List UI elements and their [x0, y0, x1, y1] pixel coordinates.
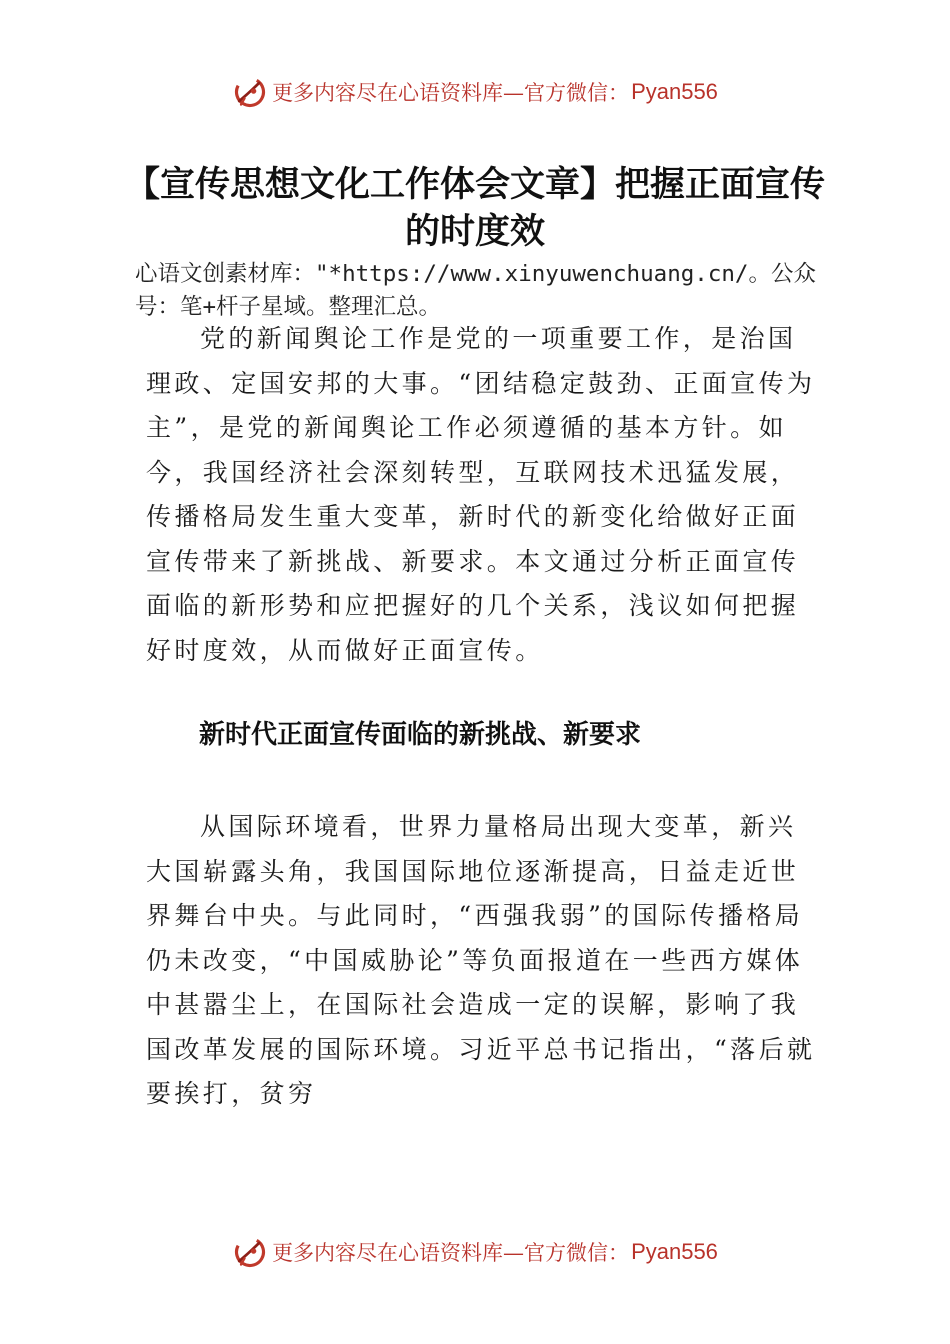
brush-swirl-logo-icon [232, 74, 268, 110]
banner-wechat-id: Pyan556 [631, 1239, 718, 1264]
body-paragraph-1: 党的新闻舆论工作是党的一项重要工作，是治国理政、定国安邦的大事。“团结稳定鼓劲、正面宣传为主”，是党的新闻舆论工作必须遵循的基本方针。如今，我国经济社会深刻转型，互联网技术迅猛发展，传播格局发生重大变革，新时代的新变化给做好正面宣传带来了新挑战、新要求。本文通过分析正面宣传面临的新形势和应把握好的几个关系，浅议如何把握好时度效，从而做好正面宣传。 [146, 324, 816, 665]
source-line: 心语文创素材库："*https://www.xinyuwenchuang.cn/。公众号：笔+杆子星域。整理汇总。 [135, 261, 816, 320]
header-banner [0, 70, 950, 114]
brush-swirl-logo-icon [232, 1234, 268, 1270]
body-paragraph-2: 从国际环境看，世界力量格局出现大变革，新兴大国崭露头角，我国国际地位逐渐提高，日益走近世界舞台中央。与此同时，“西强我弱”的国际传播格局仍未改变，“中国威胁论”等负面报道在一些西方媒体中甚嚣尘上，在国际社会造成一定的误解，影响了我国改革发展的国际环境。习近平总书记指出，“落后就要挨打，贫穷 [146, 812, 816, 1108]
document-title: 【宣传思想文化工作体会文章】把握正面宣传的时度效 [124, 165, 825, 252]
banner-text: 更多内容尽在心语资料库—官方微信： [272, 81, 630, 105]
banner-text: 更多内容尽在心语资料库—官方微信： [272, 1241, 630, 1265]
section-heading: 新时代正面宣传面临的新挑战、新要求 [199, 720, 642, 750]
banner-wechat-id: Pyan556 [631, 79, 718, 104]
footer-banner [0, 1230, 950, 1274]
